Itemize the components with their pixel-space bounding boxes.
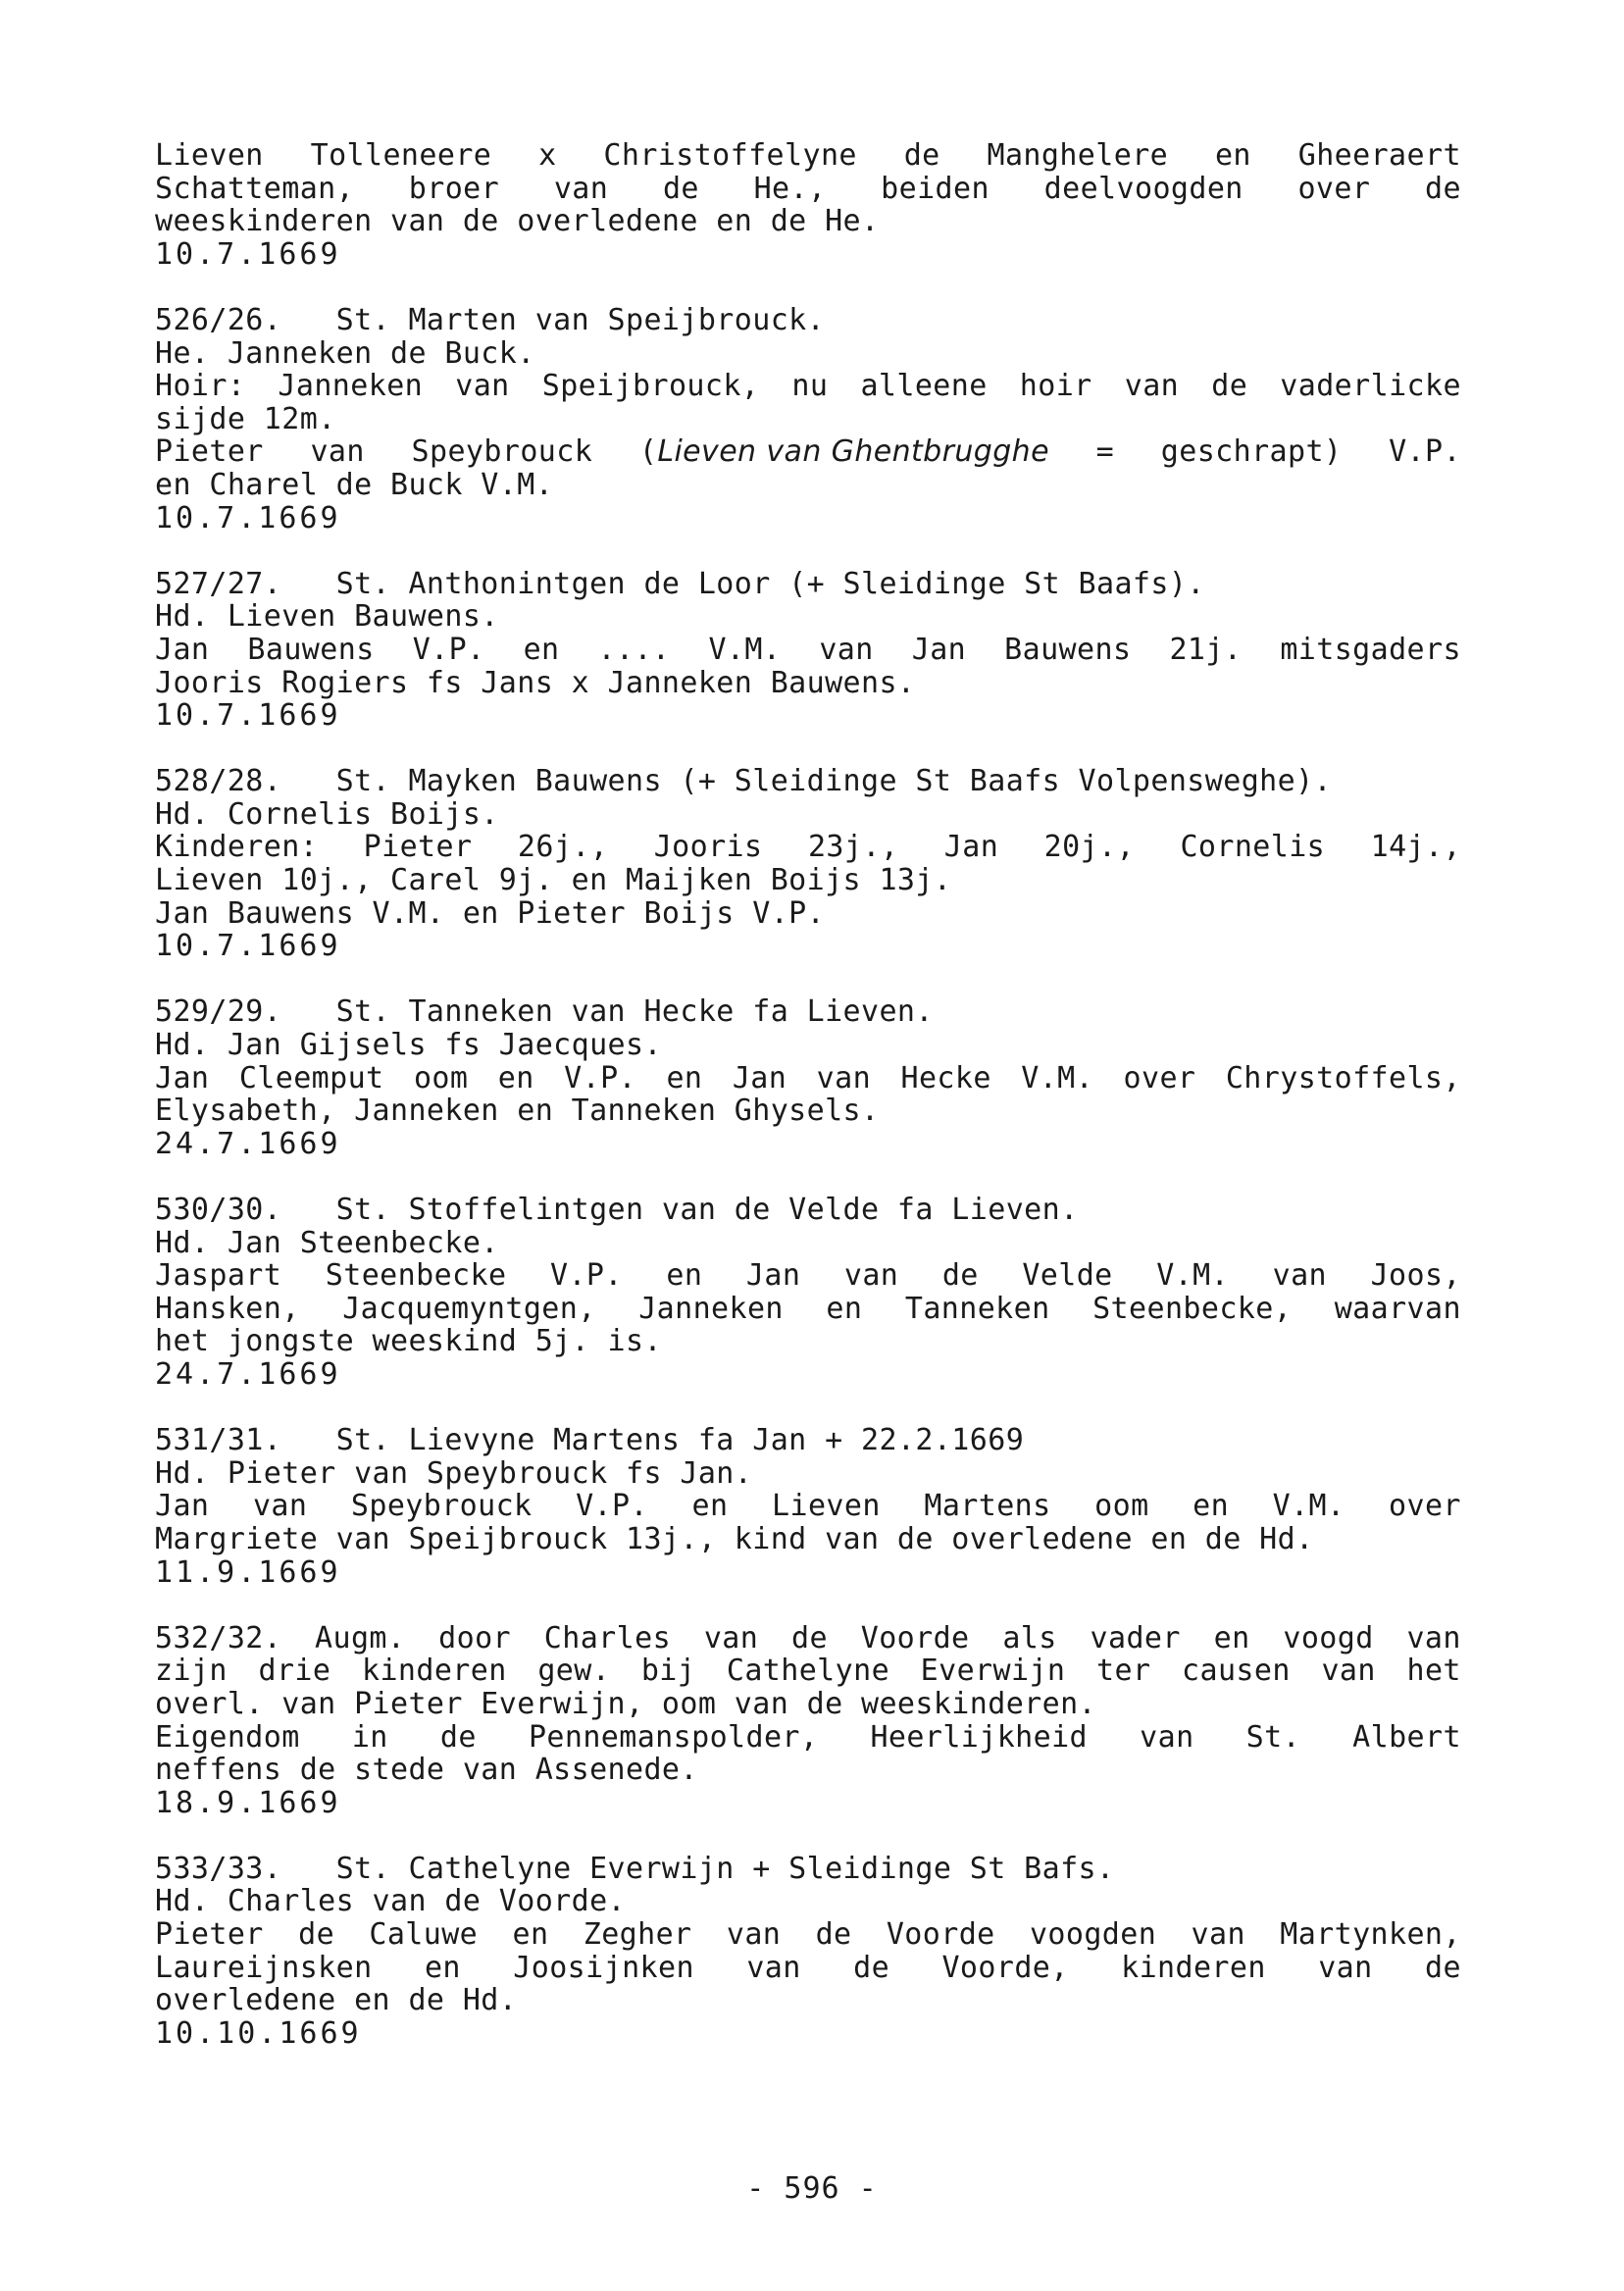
word: zijn bbox=[155, 1654, 228, 1689]
text-line bbox=[155, 634, 1461, 667]
word: Pieter bbox=[155, 1917, 264, 1953]
word: beiden bbox=[881, 171, 990, 206]
word: en bbox=[1193, 1489, 1230, 1524]
word: Eigendom bbox=[155, 1719, 300, 1755]
word: 14j., bbox=[1370, 830, 1461, 865]
word: en bbox=[666, 1060, 703, 1095]
text-line-mixed bbox=[155, 435, 1461, 469]
word: voogden bbox=[1029, 1917, 1157, 1953]
text-line: Jooris Rogiers fs Jans x Janneken Bauwens. bbox=[155, 665, 916, 700]
word: Janneken bbox=[278, 369, 424, 404]
text-line bbox=[155, 1918, 1461, 1952]
entry-532 bbox=[155, 1622, 1461, 1820]
word: 23j., bbox=[807, 830, 899, 865]
word: Laureijnsken bbox=[155, 1950, 373, 1985]
word: Christoffelyne bbox=[603, 138, 857, 173]
word: Velde bbox=[1022, 1258, 1113, 1294]
word: 21j. bbox=[1169, 632, 1243, 667]
word: Chrystoffels, bbox=[1225, 1060, 1461, 1095]
entry-528 bbox=[155, 765, 1461, 963]
text-line: sijde 12m. bbox=[155, 401, 336, 436]
word: over bbox=[1389, 1489, 1461, 1524]
text-line: Jan Bauwens V.M. en Pieter Boijs V.P. bbox=[155, 895, 826, 931]
word: Bauwens bbox=[247, 632, 375, 667]
word: Jaspart bbox=[155, 1258, 282, 1294]
word: Steenbecke bbox=[325, 1258, 507, 1294]
text-line: neffens de stede van Assenede. bbox=[155, 1753, 698, 1788]
word: ter bbox=[1096, 1654, 1151, 1689]
word: He., bbox=[753, 171, 827, 206]
word: V.M. bbox=[708, 632, 782, 667]
word: V.M. bbox=[1021, 1060, 1094, 1095]
word: V.M. bbox=[1156, 1258, 1230, 1294]
text-line: Margriete van Speijbrouck 13j., kind van de overledene en de Hd. bbox=[155, 1521, 1314, 1556]
word: Jan bbox=[155, 632, 210, 667]
word: van bbox=[1321, 1654, 1376, 1689]
word: en bbox=[691, 1489, 729, 1524]
word: 532/32. bbox=[155, 1620, 282, 1655]
word: Joos, bbox=[1370, 1258, 1461, 1294]
word: broer bbox=[408, 171, 500, 206]
word: 26j., bbox=[517, 830, 609, 865]
word: Jan bbox=[155, 1060, 210, 1095]
word: voogd bbox=[1283, 1620, 1374, 1655]
word: Cathelyne bbox=[726, 1654, 890, 1689]
text-line bbox=[155, 370, 1461, 403]
word: V.P. bbox=[1389, 434, 1461, 470]
entry-date: 10.10.1669 bbox=[155, 2015, 362, 2051]
word: bij bbox=[640, 1654, 696, 1689]
word: vaderlicke bbox=[1280, 369, 1461, 404]
entry-heading: 529/29. St. Tanneken van Hecke fa Lieven. bbox=[155, 994, 934, 1030]
word: Everwijn bbox=[920, 1654, 1066, 1689]
word: kinderen bbox=[362, 1654, 507, 1689]
entry-date: 10.7.1669 bbox=[155, 500, 341, 535]
word: Gheeraert bbox=[1297, 138, 1461, 173]
word: = bbox=[1095, 434, 1115, 470]
word: Bauwens bbox=[1004, 632, 1132, 667]
word: van bbox=[1191, 1917, 1245, 1953]
word: van bbox=[1272, 1258, 1327, 1294]
text-line bbox=[155, 1721, 1461, 1755]
word: Charles bbox=[543, 1620, 672, 1655]
word: kinderen bbox=[1121, 1950, 1266, 1985]
word: Cleemput bbox=[238, 1060, 384, 1095]
word: waarvan bbox=[1334, 1291, 1461, 1326]
text-line: weeskinderen van de overledene en de He. bbox=[155, 204, 880, 239]
word: Heerlijkheid bbox=[870, 1719, 1089, 1755]
entry-heading bbox=[155, 1622, 1461, 1655]
text-line bbox=[155, 831, 1461, 864]
word: van bbox=[455, 369, 510, 404]
word: Zegher bbox=[583, 1917, 692, 1953]
text-line bbox=[155, 1655, 1461, 1688]
text-line: Hd. Cornelis Boijs. bbox=[155, 796, 499, 832]
entry-533 bbox=[155, 1853, 1461, 2051]
word: van bbox=[1318, 1950, 1373, 1985]
word: Hecke bbox=[900, 1060, 991, 1095]
text-line: Hd. Charles van de Voorde. bbox=[155, 1884, 626, 1919]
word: geschrapt) bbox=[1160, 434, 1343, 470]
word: van bbox=[843, 1258, 899, 1294]
word: van bbox=[553, 171, 609, 206]
word: en bbox=[424, 1950, 461, 1985]
word: Voorde bbox=[860, 1620, 970, 1655]
word: de bbox=[439, 1719, 477, 1755]
word: van bbox=[726, 1917, 782, 1953]
word: de bbox=[1425, 1950, 1461, 1985]
text-line bbox=[155, 1293, 1461, 1326]
text-line: Hd. Jan Steenbecke. bbox=[155, 1225, 499, 1260]
entry-continuation bbox=[155, 139, 1461, 271]
word: Janneken bbox=[638, 1291, 784, 1326]
entry-heading: 533/33. St. Cathelyne Everwijn + Sleidinge St Bafs. bbox=[155, 1851, 1115, 1886]
word: en bbox=[1214, 138, 1251, 173]
word: Albert bbox=[1352, 1719, 1461, 1755]
word: Pieter bbox=[363, 830, 473, 865]
word: Speybrouck bbox=[411, 434, 593, 470]
word: en bbox=[1213, 1620, 1250, 1655]
word: Jan bbox=[911, 632, 967, 667]
word: Hoir: bbox=[155, 369, 246, 404]
word: Tanneken bbox=[904, 1291, 1050, 1326]
word: V.P. bbox=[564, 1060, 637, 1095]
word: Steenbecke, bbox=[1092, 1291, 1293, 1326]
word: Jan bbox=[943, 830, 999, 865]
page-number: - 596 - bbox=[746, 2171, 878, 2206]
entry-heading: 527/27. St. Anthonintgen de Loor (+ Sleidinge St Baafs). bbox=[155, 566, 1205, 601]
word: oom bbox=[1094, 1489, 1149, 1524]
word: 20j., bbox=[1043, 830, 1135, 865]
word: van bbox=[1124, 369, 1180, 404]
word: de bbox=[941, 1258, 979, 1294]
word: over bbox=[1123, 1060, 1196, 1095]
word: de bbox=[815, 1917, 852, 1953]
word: Jan bbox=[155, 1489, 210, 1524]
word: Manghelere bbox=[987, 138, 1169, 173]
struck-name: Lieven van Ghentbrugghe bbox=[657, 434, 1049, 470]
word: Jan bbox=[732, 1060, 787, 1095]
word: de bbox=[298, 1917, 335, 1953]
word: van bbox=[1406, 1620, 1461, 1655]
entry-heading: 531/31. St. Lievyne Martens fa Jan + 22.2.1669 bbox=[155, 1423, 1025, 1458]
word: in bbox=[351, 1719, 388, 1755]
word: en bbox=[512, 1917, 549, 1953]
word: hoir bbox=[1019, 369, 1092, 404]
word: gew. bbox=[537, 1654, 611, 1689]
word: Augm. bbox=[315, 1620, 406, 1655]
word: en bbox=[523, 632, 560, 667]
word: van bbox=[1140, 1719, 1194, 1755]
text-line bbox=[155, 1259, 1461, 1293]
word: van bbox=[819, 632, 874, 667]
word: van bbox=[252, 1489, 308, 1524]
entry-529 bbox=[155, 995, 1461, 1160]
word: V.P. bbox=[549, 1258, 623, 1294]
text-line bbox=[155, 1490, 1461, 1523]
word: V.P. bbox=[576, 1489, 648, 1524]
text-line bbox=[155, 139, 1461, 173]
word: de bbox=[662, 171, 699, 206]
word: de bbox=[1211, 369, 1248, 404]
word: drie bbox=[258, 1654, 331, 1689]
text-line bbox=[155, 173, 1461, 206]
entry-530 bbox=[155, 1194, 1461, 1392]
entry-date: 18.9.1669 bbox=[155, 1785, 341, 1820]
entry-date: 24.7.1669 bbox=[155, 1356, 341, 1392]
word: van bbox=[310, 434, 365, 470]
text-line: Lieven 10j., Carel 9j. en Maijken Boijs 13j. bbox=[155, 863, 952, 898]
entry-heading: 526/26. St. Marten van Speijbrouck. bbox=[155, 302, 826, 337]
entry-date: 11.9.1669 bbox=[155, 1554, 341, 1590]
document-body bbox=[155, 139, 1461, 2083]
word: de bbox=[853, 1950, 890, 1985]
italic-span: (Lieven van Ghentbrugghe bbox=[638, 434, 1049, 470]
text-line: het jongste weeskind 5j. is. bbox=[155, 1324, 662, 1359]
word: oom bbox=[413, 1060, 469, 1095]
word: Voorde, bbox=[941, 1950, 1069, 1985]
word: over bbox=[1297, 171, 1371, 206]
word: deelvoogden bbox=[1043, 171, 1243, 206]
word: de bbox=[1425, 171, 1461, 206]
word: Joosijnken bbox=[513, 1950, 694, 1985]
entry-heading: 530/30. St. Stoffelintgen van de Velde fa Lieven. bbox=[155, 1193, 1079, 1227]
word: Hansken, bbox=[155, 1291, 300, 1326]
word: alleene bbox=[860, 369, 988, 404]
word: causen bbox=[1182, 1654, 1291, 1689]
text-line: Hd. Jan Gijsels fs Jaecques. bbox=[155, 1028, 662, 1063]
word: als bbox=[1002, 1620, 1057, 1655]
entry-date: 10.7.1669 bbox=[155, 929, 341, 964]
word: Speijbrouck, bbox=[541, 369, 760, 404]
word: Speybrouck bbox=[350, 1489, 533, 1524]
word: Kinderen: bbox=[155, 830, 319, 865]
word: Lieven bbox=[155, 138, 264, 173]
text-line bbox=[155, 1952, 1461, 1985]
entry-527 bbox=[155, 568, 1461, 733]
text-line: Hd. Pieter van Speybrouck fs Jan. bbox=[155, 1455, 753, 1491]
word: en bbox=[666, 1258, 703, 1294]
entry-date: 10.7.1669 bbox=[155, 698, 341, 734]
word: Martynken, bbox=[1280, 1917, 1461, 1953]
entry-date: 10.7.1669 bbox=[155, 236, 341, 272]
word: de bbox=[903, 138, 940, 173]
text-line bbox=[155, 1062, 1461, 1095]
word: Lieven bbox=[772, 1489, 881, 1524]
word: van bbox=[746, 1950, 801, 1985]
entry-date: 24.7.1669 bbox=[155, 1126, 341, 1161]
word: Caluwe bbox=[369, 1917, 479, 1953]
text-line: Elysabeth, Janneken en Tanneken Ghysels. bbox=[155, 1094, 880, 1129]
word: het bbox=[1406, 1654, 1461, 1689]
word: Tolleneere bbox=[310, 138, 492, 173]
word: van bbox=[816, 1060, 872, 1095]
word: V.M. bbox=[1272, 1489, 1345, 1524]
word: Cornelis bbox=[1180, 830, 1326, 865]
word: Voorde bbox=[886, 1917, 995, 1953]
word: .... bbox=[597, 632, 671, 667]
text-line: He. Janneken de Buck. bbox=[155, 335, 535, 371]
word: Jooris bbox=[653, 830, 763, 865]
word: Pennemanspolder, bbox=[528, 1719, 819, 1755]
word: St. bbox=[1245, 1719, 1301, 1755]
word: Schatteman, bbox=[155, 171, 355, 206]
word: x bbox=[538, 138, 557, 173]
word: de bbox=[791, 1620, 828, 1655]
word: en bbox=[497, 1060, 534, 1095]
word: Pieter bbox=[155, 434, 264, 470]
text-line: Hd. Lieven Bauwens. bbox=[155, 599, 499, 635]
word: nu bbox=[791, 369, 829, 404]
text-line: overledene en de Hd. bbox=[155, 1983, 518, 2018]
word: V.P. bbox=[412, 632, 485, 667]
entry-heading: 528/28. St. Mayken Bauwens (+ Sleidinge St Baafs Volpensweghe). bbox=[155, 764, 1332, 799]
word: Jacquemyntgen, bbox=[342, 1291, 596, 1326]
entry-526 bbox=[155, 304, 1461, 535]
word: door bbox=[438, 1620, 511, 1655]
word: en bbox=[826, 1291, 863, 1326]
text-line: overl. van Pieter Everwijn, oom van de weeskinderen. bbox=[155, 1686, 1096, 1721]
text-line: en Charel de Buck V.M. bbox=[155, 467, 554, 502]
word: Martens bbox=[924, 1489, 1051, 1524]
word: van bbox=[703, 1620, 759, 1655]
entry-531 bbox=[155, 1424, 1461, 1589]
word: mitsgaders bbox=[1280, 632, 1461, 667]
word: Jan bbox=[745, 1258, 801, 1294]
word: vader bbox=[1090, 1620, 1181, 1655]
